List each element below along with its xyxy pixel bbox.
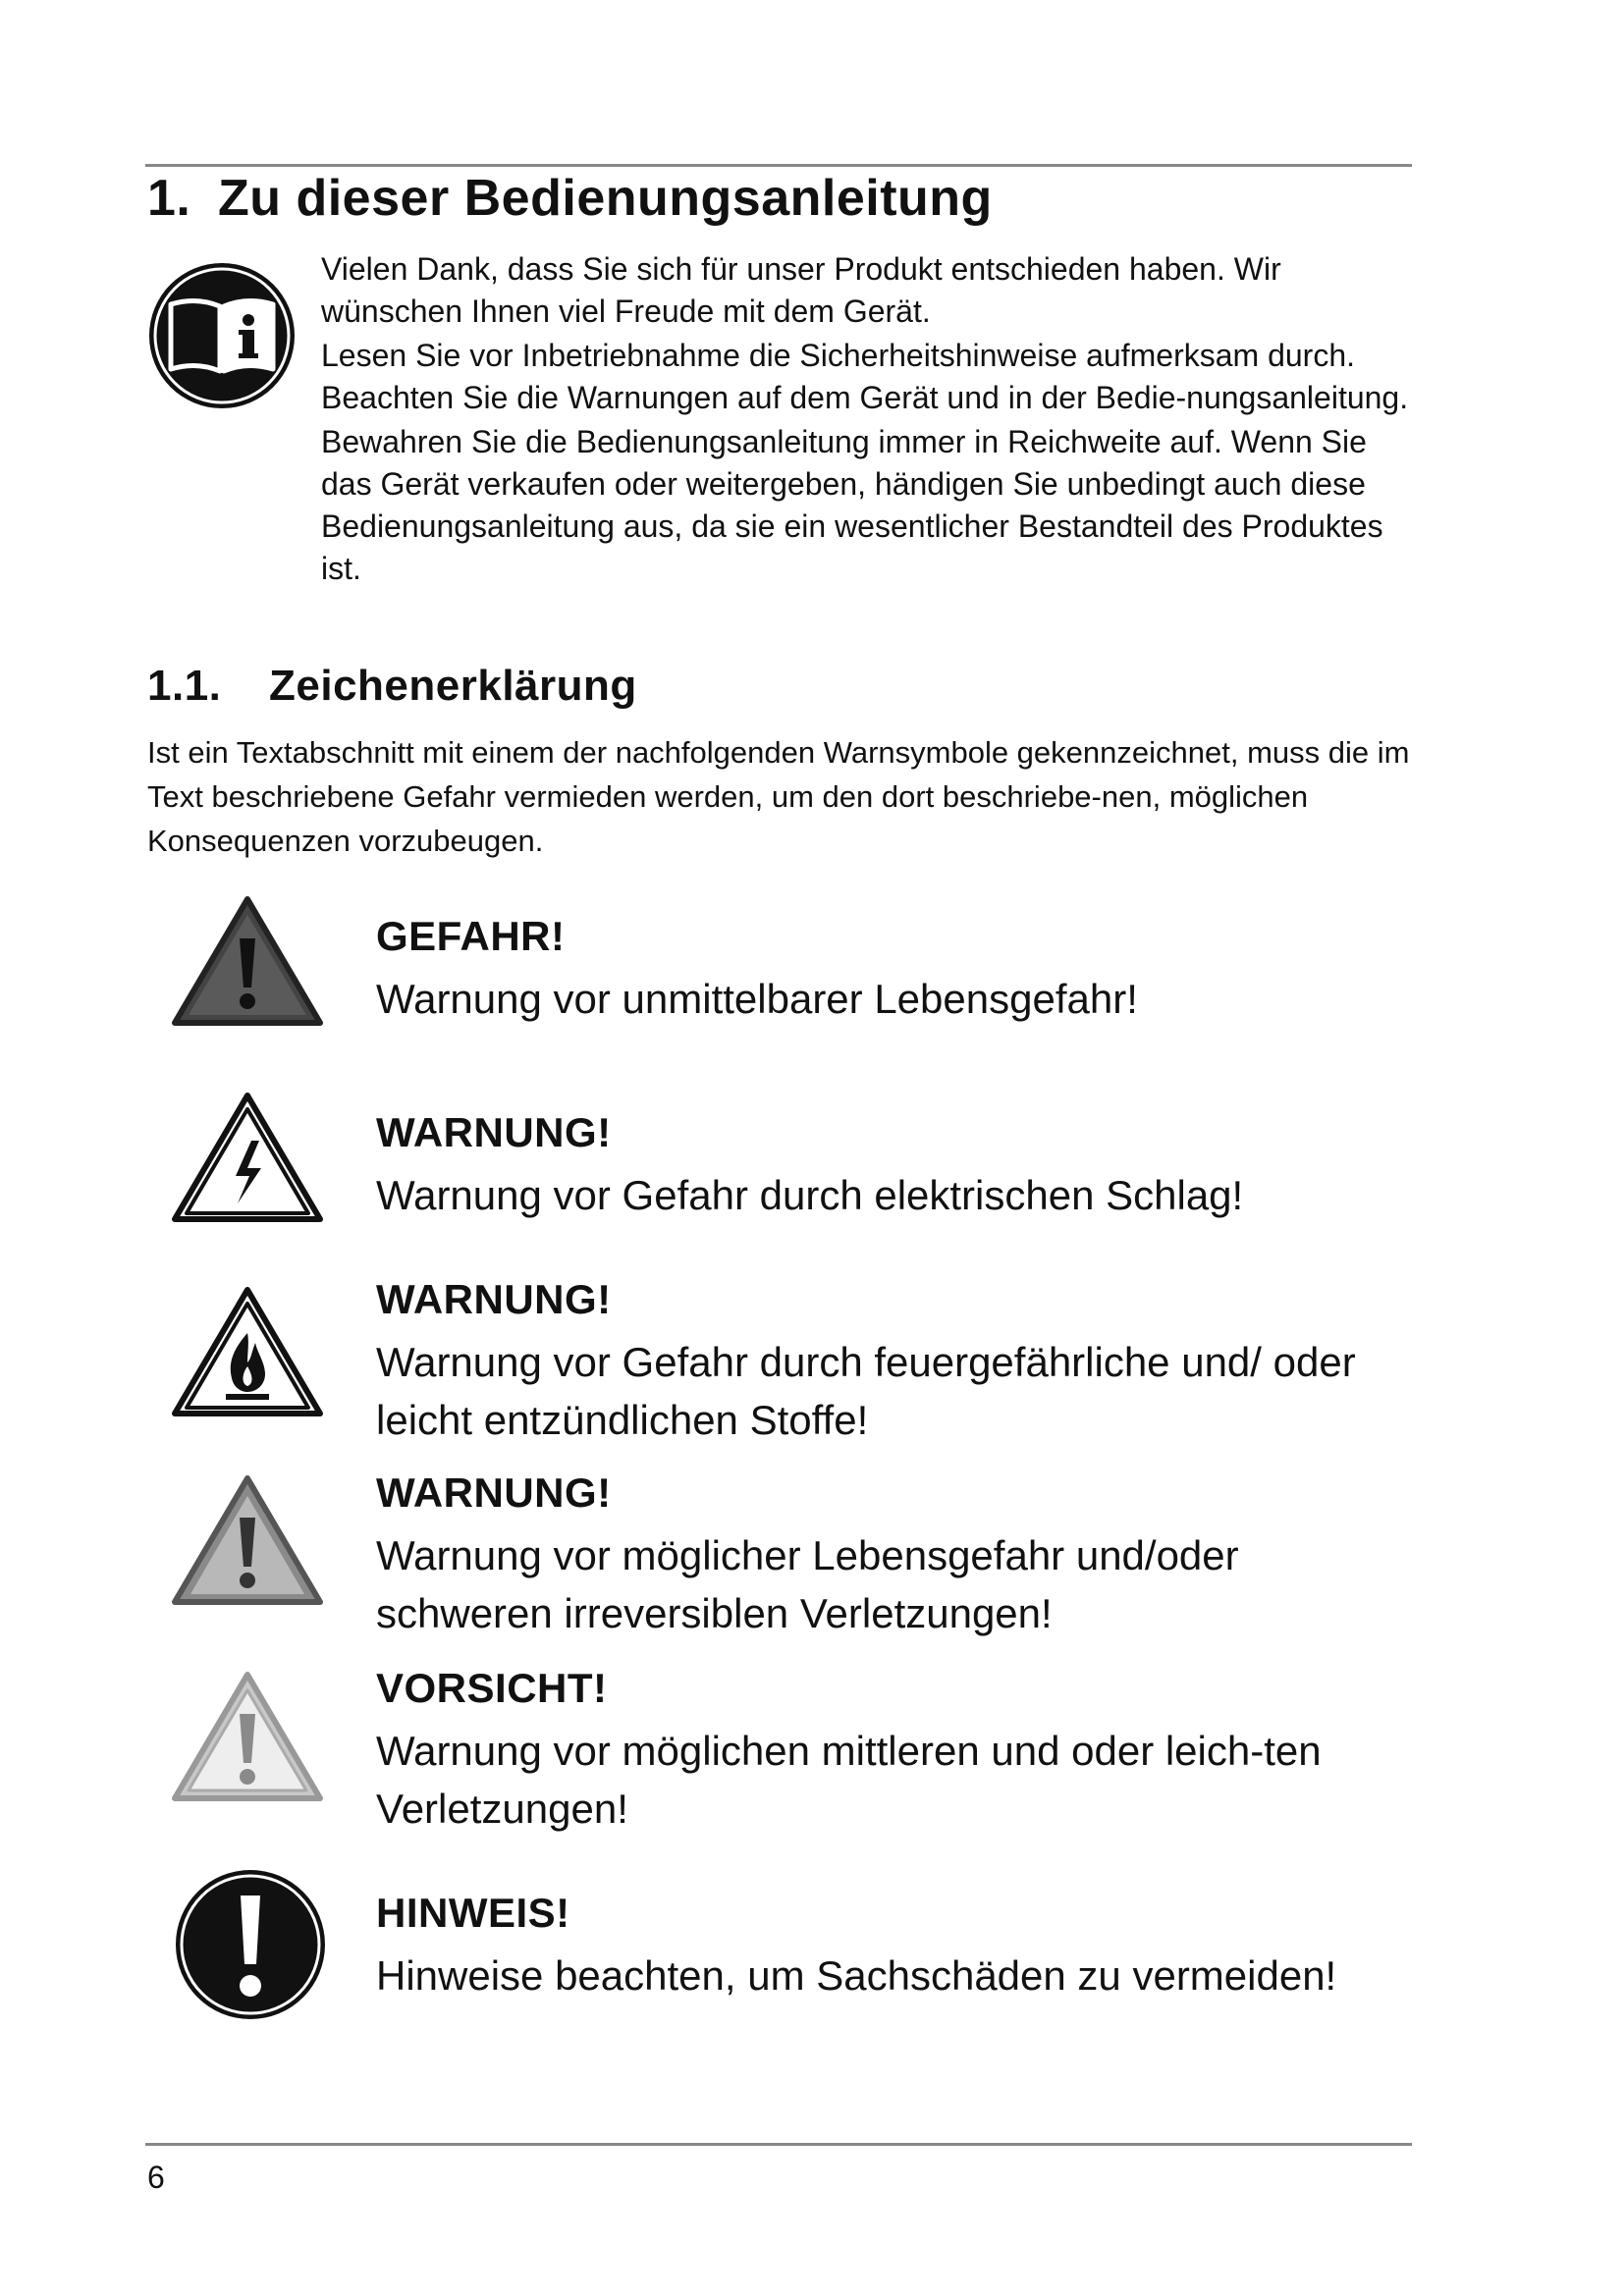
symbol-entry [147, 1469, 1424, 1636]
symbol-title: GEFAHR! [376, 913, 566, 959]
symbol-title: WARNUNG! [376, 1469, 612, 1516]
page-number: 6 [147, 2160, 165, 2195]
symbol-entry [147, 913, 1424, 1080]
symbol-entry [147, 1890, 1424, 2056]
symbols-description: Ist ein Textabschnitt mit einem der nachfolgenden Warnsymbole gekennzeichnet, muss die im Text beschriebene Gefahr vermieden werden, um den dort beschriebe-nen, möglichen Konsequenzen vorzubeugen. [147, 735, 1410, 858]
danger-triangle-icon [169, 893, 326, 1031]
symbol-entry [147, 1276, 1424, 1443]
section-number: 1. [147, 170, 191, 227]
intro-paragraph: Vielen Dank, dass Sie sich für unser Produkt entschieden haben. Wir wünschen Ihnen viel Freude mit dem Gerät. [321, 251, 1281, 329]
manual-info-icon [147, 261, 297, 410]
symbol-entry [147, 1109, 1424, 1276]
subsection-title: Zeichenerklärung [269, 662, 637, 710]
electric-shock-triangle-icon [169, 1090, 326, 1227]
warning-triangle-icon [169, 1472, 326, 1610]
intro-paragraph: Bewahren Sie die Bedienungsanleitung immer in Reichweite auf. Wenn Sie das Gerät verkaufen oder weitergeben, händigen Sie unbedingt auch diese Bedienungsanleitung aus, da sie ein wesentlicher Bestandteil des Produktes ist. [321, 424, 1383, 586]
symbol-title: WARNUNG! [376, 1276, 612, 1322]
subsection-number: 1.1. [147, 662, 222, 710]
symbol-title: VORSICHT! [376, 1665, 608, 1711]
symbol-entry [147, 1665, 1424, 1832]
notice-circle-icon [174, 1868, 327, 2021]
section-title: Zu dieser Bedienungsanleitung [218, 170, 993, 227]
symbol-text: Hinweise beachten, um Sachschäden zu vermeiden! [376, 1952, 1337, 1999]
section-heading [147, 169, 993, 228]
symbol-text: Warnung vor möglicher Lebensgefahr und/oder schweren irreversiblen Verletzungen! [376, 1532, 1239, 1636]
bottom-divider [145, 2143, 1412, 2146]
symbol-text: Warnung vor möglichen mittleren und oder leich-ten Verletzungen! [376, 1728, 1322, 1832]
caution-triangle-icon [169, 1669, 326, 1806]
intro-paragraph: Lesen Sie vor Inbetriebnahme die Sicherheitshinweise aufmerksam durch. Beachten Sie die Warnungen auf dem Gerät und in der Bedie-nungsanleitung. [321, 338, 1409, 415]
intro-text [321, 248, 1421, 592]
symbol-text: Warnung vor Gefahr durch elektrischen Schlag! [376, 1172, 1244, 1218]
flammable-triangle-icon [169, 1284, 326, 1421]
symbol-title: HINWEIS! [376, 1890, 570, 1936]
symbol-text: Warnung vor unmittelbarer Lebensgefahr! [376, 976, 1138, 1022]
subsection-heading [147, 662, 637, 711]
symbol-text: Warnung vor Gefahr durch feuergefährliche und/ oder leicht entzündlichen Stoffe! [376, 1339, 1356, 1443]
symbol-title: WARNUNG! [376, 1109, 612, 1155]
top-divider [145, 164, 1412, 167]
